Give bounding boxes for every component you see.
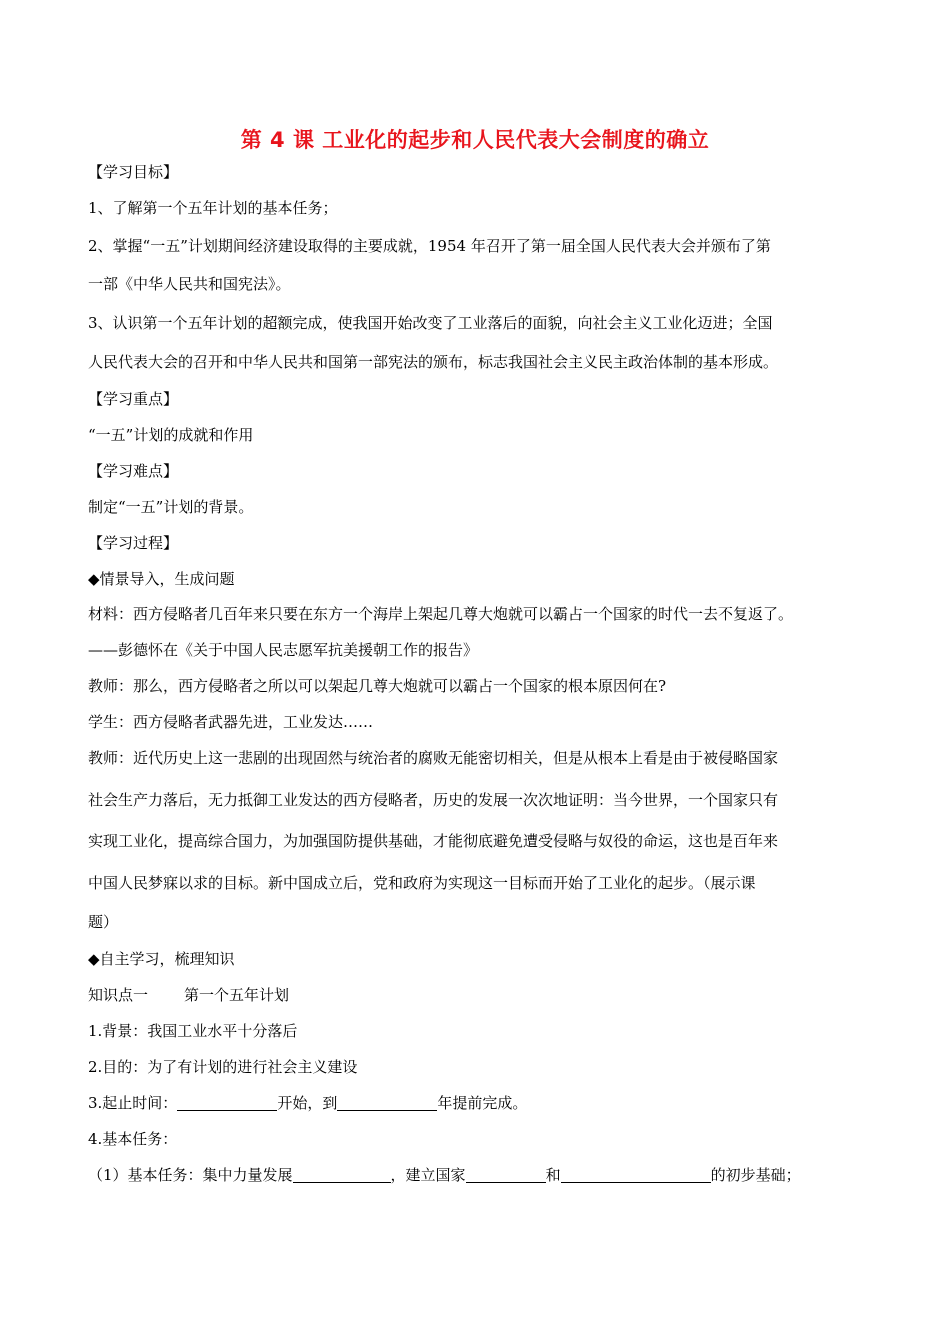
teacher-explanation-1: 教师：近代历史上这一悲剧的出现固然与统治者的腐败无能密切相关，但是从根本上看是由于被侵略国家: [88, 749, 779, 767]
key-point: “一五”计划的成就和作用: [88, 426, 254, 444]
teacher-explanation-2: 社会生产力落后，无力抵御工业发达的西方侵略者，历史的发展一次次地证明：当今世界，一个国家只有: [88, 791, 779, 809]
task-1-prefix: （1）基本任务：集中力量发展: [88, 1166, 293, 1184]
teacher-explanation-4: 中国人民梦寐以求的目标。新中国成立后，党和政府为实现这一目标而开始了工业化的起步。（展示课: [88, 874, 756, 892]
nation-blank[interactable]: [466, 1166, 546, 1183]
student-answer: 学生：西方侵略者武器先进，工业发达……: [88, 713, 374, 731]
objective-2: 2、掌握“一五”计划期间经济建设取得的主要成就，1954 年召开了第一届全国人民代表大会并颁布了第: [88, 237, 771, 255]
period-item: [88, 1093, 527, 1113]
objective-3: 3、认识第一个五年计划的超额完成，使我国开始改变了工业落后的面貌，向社会主义工业化迈进；全国: [88, 314, 773, 332]
teacher-question: 教师：那么，西方侵略者之所以可以架起几尊大炮就可以霸占一个国家的根本原因何在?: [88, 677, 667, 695]
objective-1: 1、了解第一个五年计划的基本任务；: [88, 199, 338, 217]
foundation-blank[interactable]: [561, 1166, 711, 1183]
tasks-label: 4.基本任务：: [88, 1130, 178, 1148]
purpose-item: 2.目的：为了有计划的进行社会主义建设: [88, 1058, 358, 1076]
period-prefix: 3.起止时间：: [88, 1094, 178, 1112]
task-1-mid1: ，建立国家: [390, 1166, 466, 1184]
material-source: ——彭德怀在《关于中国人民志愿军抗美援朝工作的报告》: [88, 641, 479, 659]
objective-3-cont: 人民代表大会的召开和中华人民共和国第一部宪法的颁布，标志我国社会主义民主政治体制的基本形成。: [88, 353, 779, 371]
difficulties-heading: 【学习难点】: [88, 462, 179, 480]
key-points-heading: 【学习重点】: [88, 390, 179, 408]
difficulty: 制定“一五”计划的背景。: [88, 498, 254, 516]
objectives-heading: 【学习目标】: [88, 163, 179, 181]
start-year-blank[interactable]: [177, 1094, 277, 1111]
page-title: 第 4 课 工业化的起步和人民代表大会制度的确立: [240, 128, 710, 152]
process-heading: 【学习过程】: [88, 534, 179, 552]
intro-heading: ◆情景导入，生成问题: [88, 570, 235, 588]
teacher-explanation-5: 题）: [88, 913, 119, 931]
end-year-blank[interactable]: [337, 1094, 437, 1111]
period-suffix: 年提前完成。: [437, 1094, 528, 1112]
background-item: 1.背景：我国工业水平十分落后: [88, 1022, 298, 1040]
task-1-mid2: 和: [545, 1166, 561, 1184]
focus-industry-blank[interactable]: [293, 1166, 391, 1183]
knowledge-point-line: [88, 985, 289, 1005]
knowledge-label: 知识点一: [88, 986, 149, 1004]
task-1-item: [88, 1165, 801, 1185]
material-quote: 材料：西方侵略者几百年来只要在东方一个海岸上架起几尊大炮就可以霸占一个国家的时代一去不复返了。: [88, 605, 794, 623]
task-1-suffix: 的初步基础；: [710, 1166, 801, 1184]
knowledge-title: 第一个五年计划: [184, 986, 290, 1004]
objective-2-cont: 一部《中华人民共和国宪法》。: [88, 275, 291, 293]
teacher-explanation-3: 实现工业化，提高综合国力，为加强国防提供基础，才能彻底避免遭受侵略与奴役的命运，这也是百年来: [88, 832, 779, 850]
period-mid: 开始，到: [277, 1094, 338, 1112]
self-study-heading: ◆自主学习，梳理知识: [88, 950, 235, 968]
